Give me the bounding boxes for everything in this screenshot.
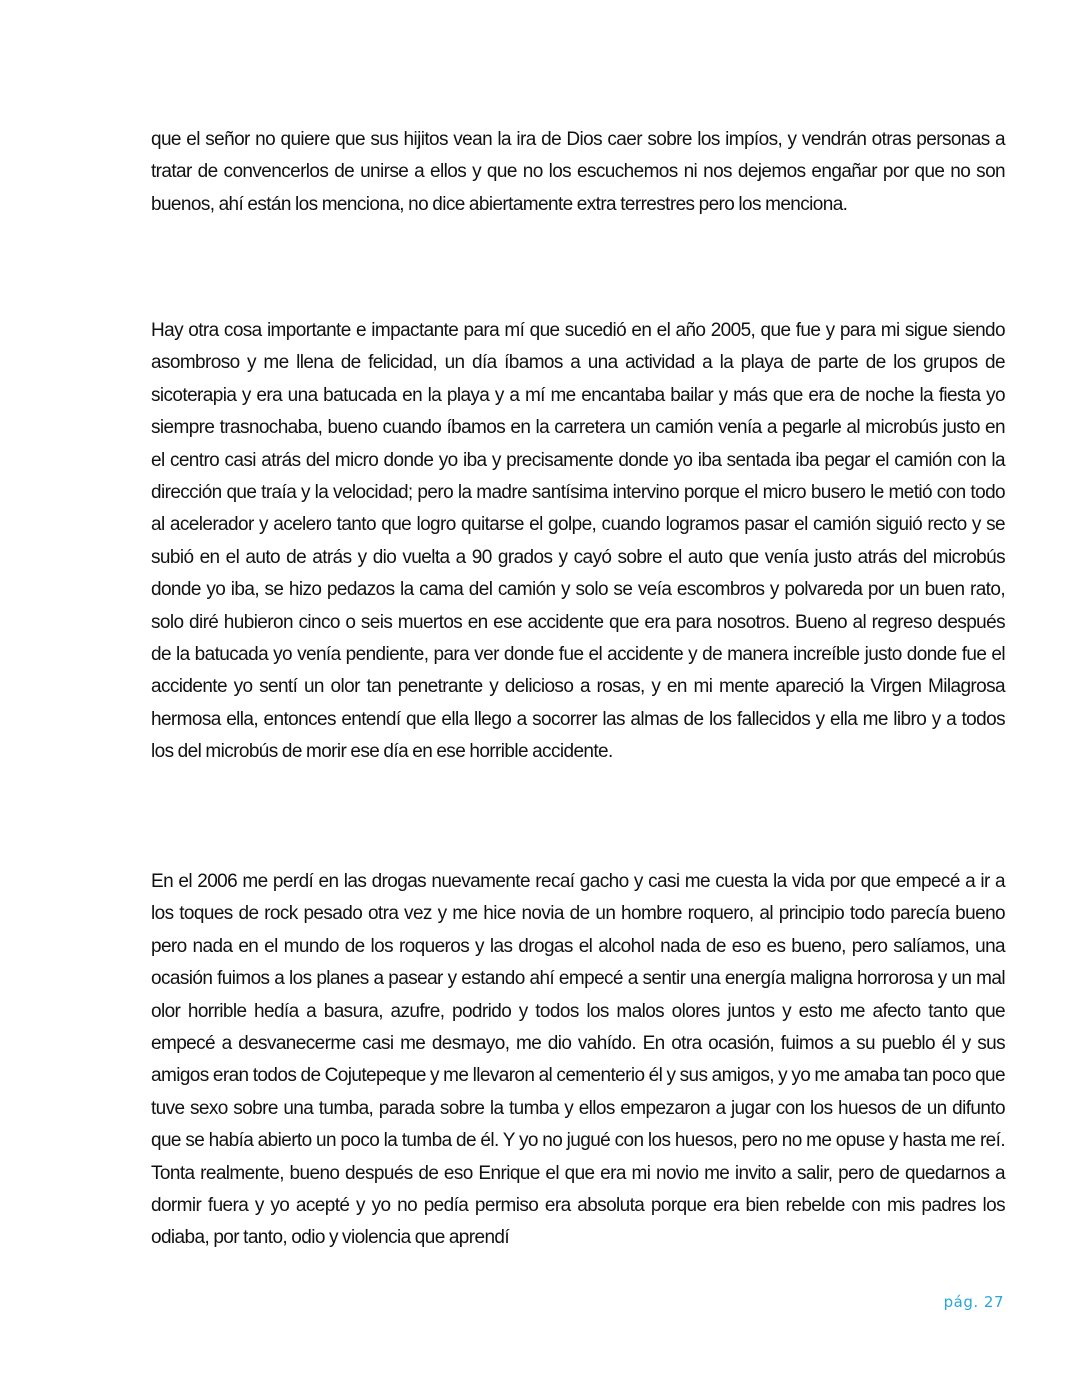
paragraph-1: que el señor no quiere que sus hijitos vean la ira de Dios caer sobre los impíos, y vendrán otras personas a tratar de convencerlos de unirse a ellos y que no los escuchemos ni nos dejemos engañar por que no son buenos, ahí están los menciona, no dice abiertamente extra terrestres pero los menciona. <box>151 129 1005 215</box>
paragraph-3: En el 2006 me perdí en las drogas nuevamente recaí gacho y casi me cuesta la vida por que empecé a ir a los toques de rock pesado otra vez y me hice novia de un hombre roquero, al principio todo parecía bueno pero nada en el mundo de los roqueros y las drogas el alcohol nada de eso es bueno, pero salíamos, una ocasión fuimos a los planes a pasear y estando ahí empecé a sentir una energía maligna horrorosa y un mal olor horrible hedía a basura, azufre, podrido y todos los malos olores juntos y esto me afecto tanto que empecé a desvanecerme casi me desmayo, me dio vahído. En otra ocasión, fuimos a su pueblo él y sus amigos eran todos de Cojutepeque y me llevaron al cementerio él y sus amigos, y yo me amaba tan poco que tuve sexo sobre una tumba, parada sobre la tumba y ellos empezaron a jugar con los huesos de un difunto que se había abierto un poco la tumba de él. Y yo no jugué con los huesos, pero no me opuse y hasta me reí. Tonta realmente, bueno después de eso Enrique el que era mi novio me invito a salir, pero de quedarnos a dormir fuera y yo acepté y yo no pedía permiso era absoluta porque era bien rebelde con mis padres los odiaba, por tanto, odio y violencia que aprendí <box>151 871 1005 1249</box>
page-number: pág. 27 <box>943 1293 1004 1311</box>
paragraph-2: Hay otra cosa importante e impactante para mí que sucedió en el año 2005, que fue y para mi sigue siendo asombroso y me llena de felicidad, un día íbamos a una actividad a la playa de parte de los grupos de sicoterapia y era una batucada en la playa y a mí me encantaba bailar y más que era de noche la fiesta yo siempre trasnochaba, bueno cuando íbamos en la carretera un camión venía a pegarle al microbús justo en el centro casi atrás del micro donde yo iba y precisamente donde yo iba sentada iba pegar el camión con la dirección que traía y la velocidad; pero la madre santísima intervino porque el micro busero le metió con todo al acelerador y acelero tanto que logro quitarse el golpe, cuando logramos pasar el camión siguió recto y se subió en el auto de atrás y dio vuelta a 90 grados y cayó sobre el auto que venía justo atrás del microbús donde yo iba, se hizo pedazos la cama del camión y solo se veía escombros y polvareda por un buen rato, solo diré hubieron cinco o seis muertos en ese accidente que era para nosotros. Bueno al regreso después de la batucada yo venía pendiente, para ver donde fue el accidente y de manera increíble justo donde fue el accidente yo sentí un olor tan penetrante y delicioso a rosas, y en mi mente apareció la Virgen Milagrosa hermosa ella, entonces entendí que ella llego a socorrer las almas de los fallecidos y ella me libro y a todos los del microbús de morir ese día en ese horrible accidente. <box>151 320 1005 763</box>
